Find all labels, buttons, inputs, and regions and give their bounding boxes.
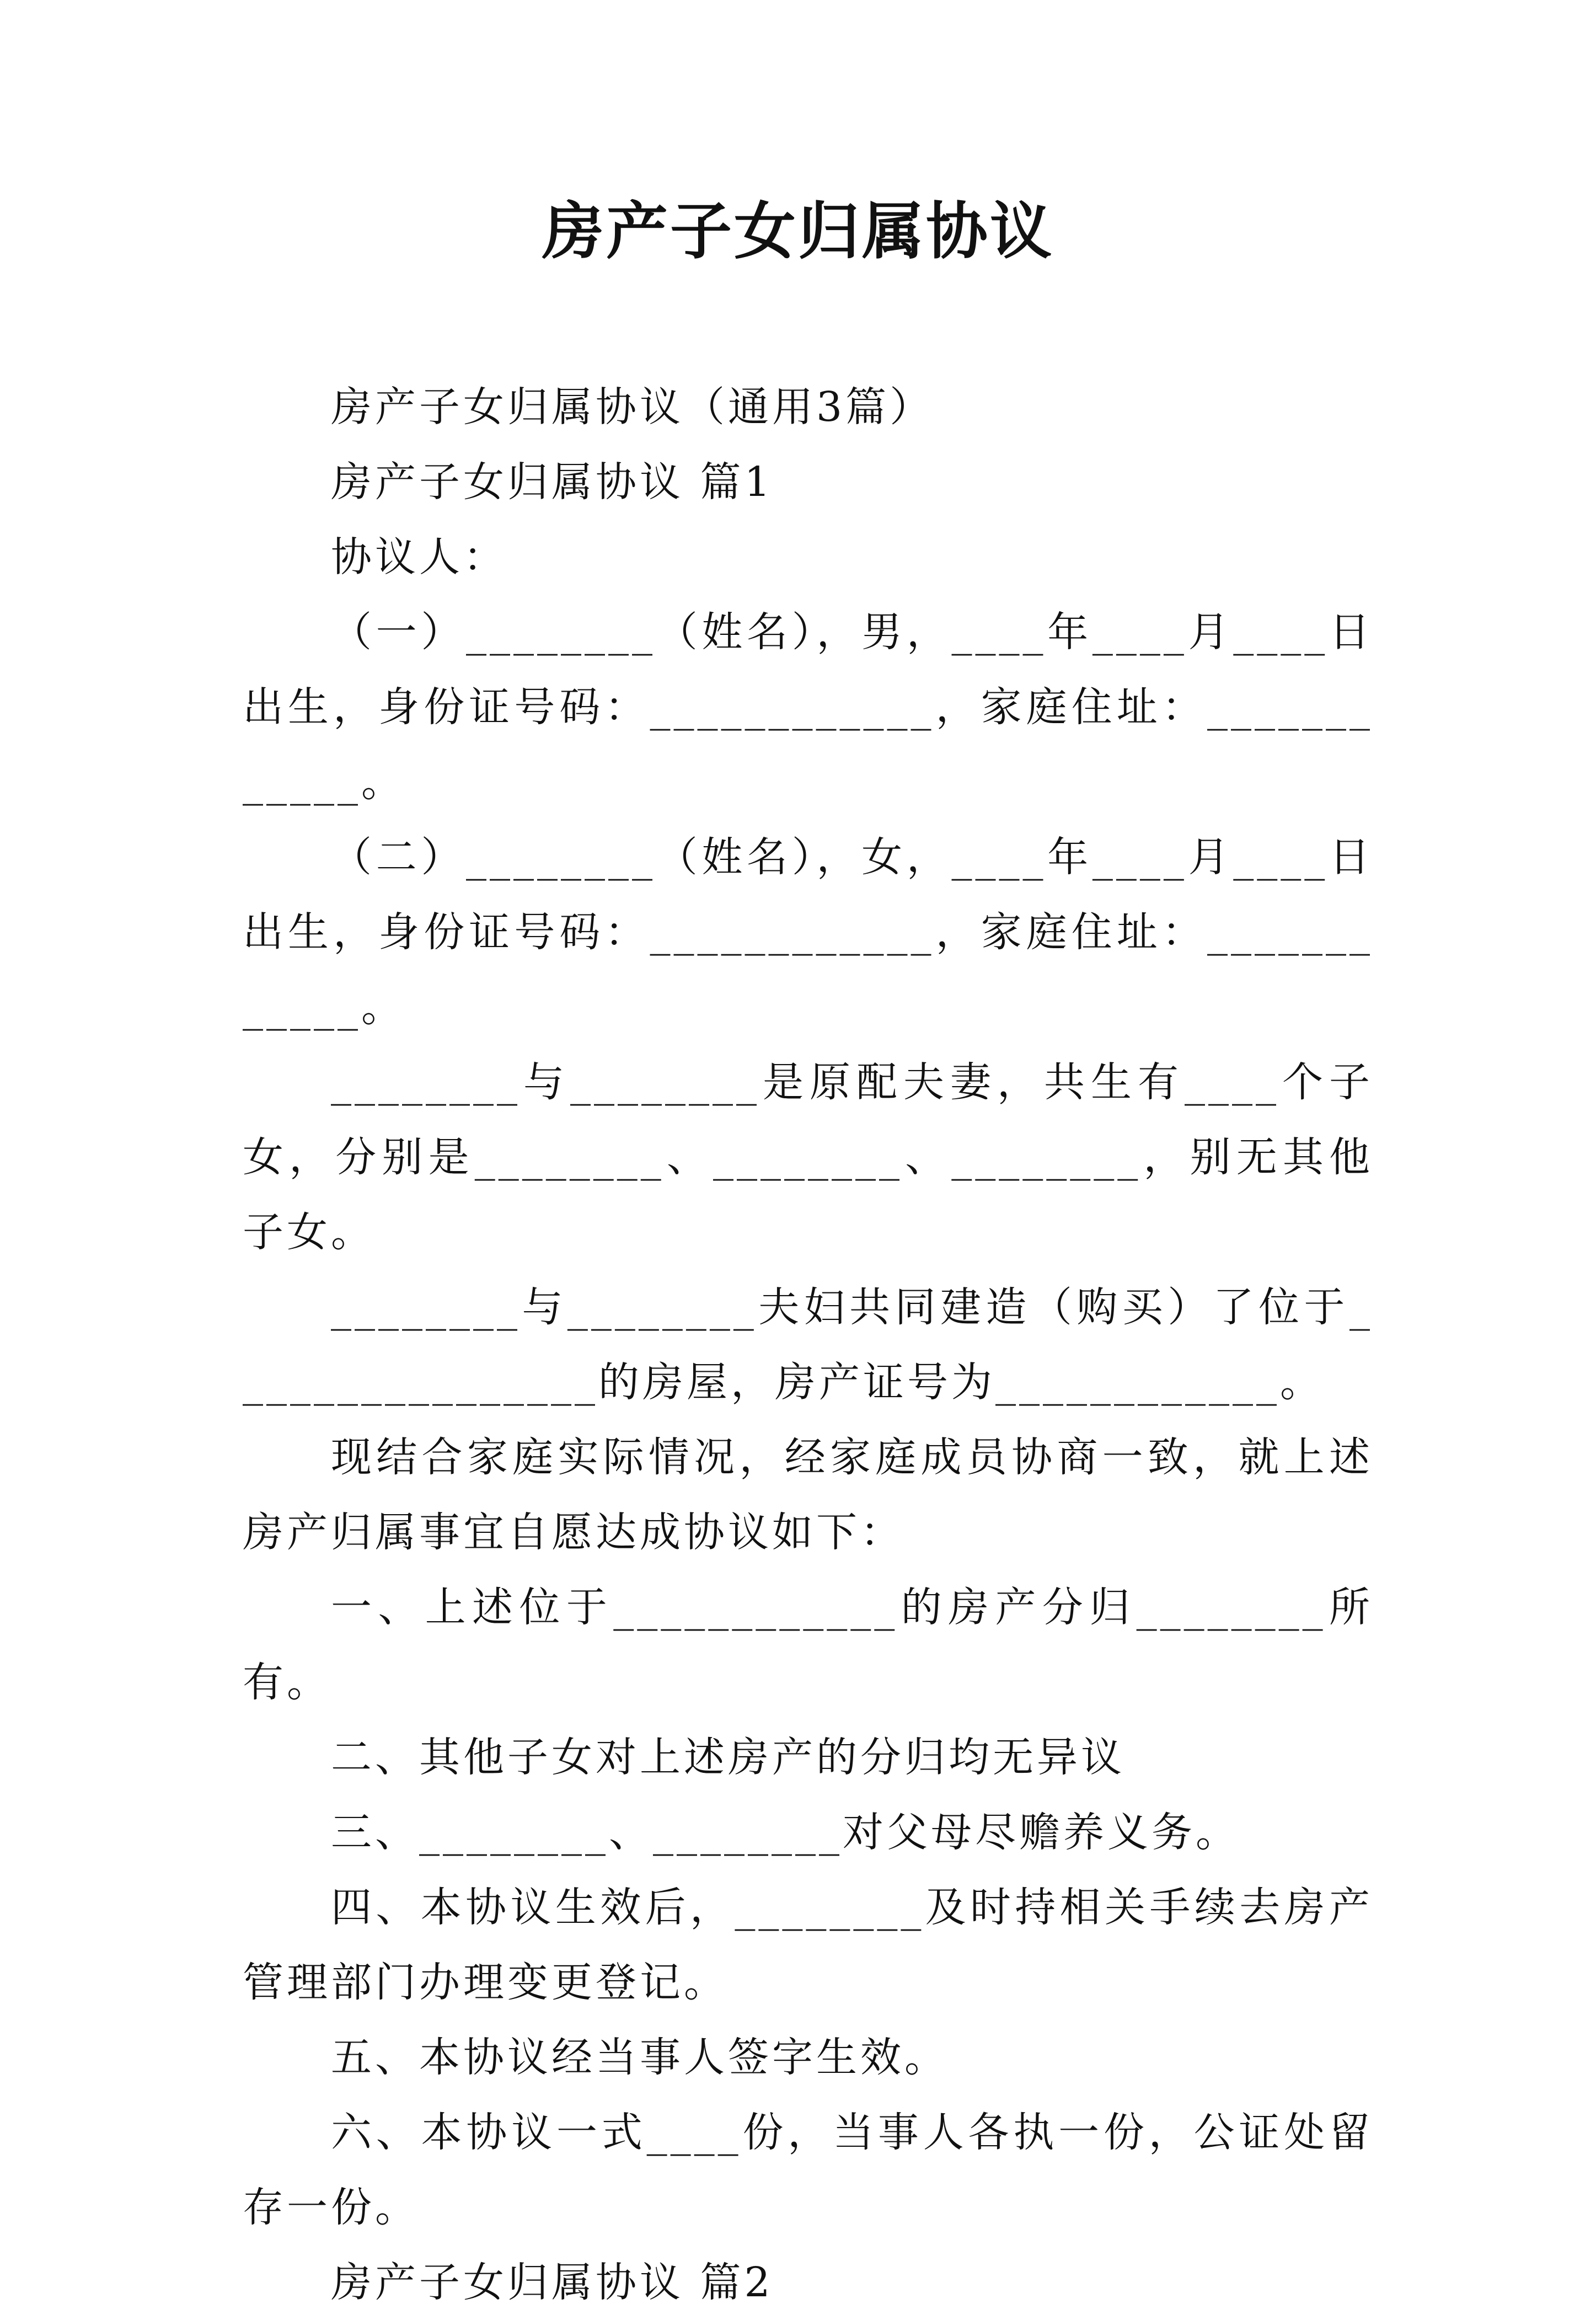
document-title: 房产子女归属协议 [542, 195, 1054, 268]
clause-1: 一、上述位于____________的房产分归________所有。 [243, 1584, 1373, 1706]
clause-2: 二、其他子女对上述房产的分归均无异议 [331, 1734, 1125, 1781]
agreement-preamble: 现结合家庭实际情况，经家庭成员协商一致，就上述房产归属事宜自愿达成协议如下： [243, 1434, 1373, 1556]
clause-5: 五、本协议经当事人签字生效。 [331, 2034, 949, 2081]
marriage-clause: ________与________是原配夫妻，共生有____个子女，分别是________、________、________，别无其他子女。 [243, 1059, 1373, 1256]
document-body [243, 370, 1373, 2320]
party-2: （二）________（姓名），女，____年____月____日出生，身份证号码：____________，家庭住址：____________。 [243, 833, 1373, 1031]
party-1: （一）________（姓名），男，____年____月____日出生，身份证号码：____________，家庭住址：____________。 [243, 608, 1373, 806]
section-heading-1: 房产子女归属协议 篇1 [331, 458, 774, 506]
section-heading-2: 房产子女归属协议 篇2 [331, 2259, 774, 2306]
parties-label: 协议人： [331, 533, 507, 581]
clause-6: 六、本协议一式____份，当事人各执一份，公证处留存一份。 [243, 2109, 1373, 2231]
clause-4: 四、本协议生效后，________及时持相关手续去房产管理部门办理变更登记。 [243, 1884, 1373, 2006]
subtitle: 房产子女归属协议（通用3篇） [331, 383, 934, 431]
clause-3: 三、________、________对父母尽赡养义务。 [331, 1809, 1240, 1856]
property-clause: ________与________夫妇共同建造（购买）了位于________________的房屋，房产证号为____________。 [243, 1284, 1373, 1406]
